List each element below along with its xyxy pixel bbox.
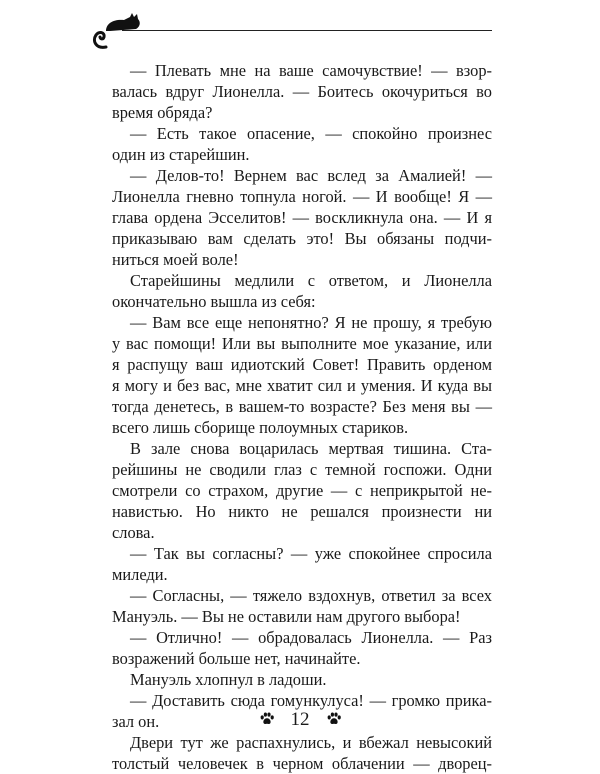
text-line: возражений больше нет, начинайте. [112,649,361,668]
text-line: у вас помощи! Или вы выполните мое указание, или [112,334,492,353]
text-line: ниться моей воле! [112,250,239,269]
text-line: — Согласны, — тяжело вздохнув, ответил за всех [130,586,492,605]
text-line: я распущу ваш идиотский Совет! Править орденом [112,355,492,374]
text-line: валась вдруг Лионелла. — Боитесь окочуриться во [112,82,492,101]
text-line: Мануэль хлопнул в ладоши. [130,670,327,689]
text-line: тогда денетесь, в вашем-то возрасте? Без меня вы — [112,397,492,416]
text-line: — Вам все еще непонятно? Я не прошу, я требую [130,313,492,332]
text-line: Мануэль. — Вы не оставили нам другого выбора! [112,607,461,626]
text-line: — Плевать мне на ваше самочувствие! — взор- [130,61,492,80]
page-footer [0,704,600,734]
paw-icon [326,711,342,727]
body-text [112,60,492,774]
text-line: смотрели со страхом, другие — с неприкрытой не- [112,481,492,500]
text-line: — Делов-то! Вернем вас вслед за Амалией! — [130,166,492,185]
text-line: миледи. [112,565,168,584]
text-line: — Отлично! — обрадовалась Лионелла. — Раз [130,628,492,647]
text-line: Лионелла гневно топнула ногой. — И вообще! Я — [112,187,492,206]
page-number: 12 [290,708,310,730]
text-line: рейшины не сводили глаз с темной госпожи. Одни [112,460,492,479]
text-line: слова. [112,523,155,542]
text-line: один из старейшин. [112,145,250,164]
text-line: — Есть такое опасение, — спокойно произнес [130,124,492,143]
text-line: я могу и без вас, мне хватит сил и умения. И куда вы [112,376,492,395]
text-line: В зале снова воцарилась мертвая тишина. Ста- [130,439,492,458]
text-line: всего лишь сборище полоумных стариков. [112,418,409,437]
text-line: время обряда? [112,103,213,122]
text-line: Старейшины медлили с ответом, и Лионелла [130,271,492,290]
text-line: зал он. [112,712,160,731]
text-line: глава ордена Эсселитов! — воскликнула она. — И я [112,208,492,227]
text-line: приказываю вам сделать это! Вы обязаны подчи- [112,229,492,248]
header-rule [122,30,492,31]
text-line: Двери тут же распахнулись, и вбежал невысокий [130,733,492,752]
text-line: толстый человечек в черном облачении — дворец- [112,754,492,773]
text-line: — Доставить сюда гомункулуса! — громко прика- [130,691,492,710]
text-line: — Так вы согласны? — уже спокойнее спросила [130,544,492,563]
paw-icon [259,711,275,727]
text-line: навистью. Но никто не решался произнести ни [112,502,492,521]
text-line: окончательно вышла из себя: [112,292,316,311]
